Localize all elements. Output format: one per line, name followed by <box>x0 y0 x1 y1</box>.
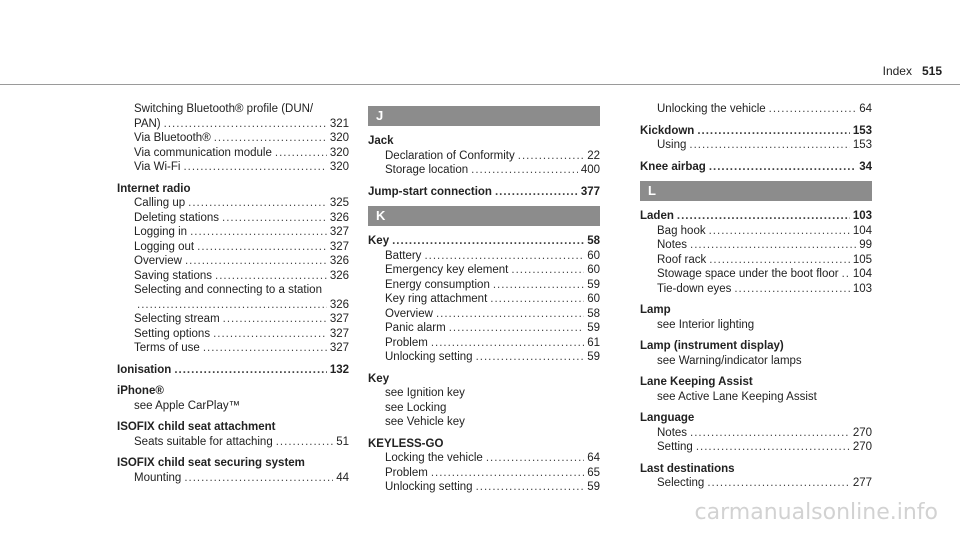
subentry-label: Key ring attachment <box>385 293 488 305</box>
index-column-3 <box>640 102 872 498</box>
subentry-label: Overview <box>385 307 433 320</box>
heading-label: Key <box>368 372 390 385</box>
index-entry <box>640 411 872 455</box>
dot-leader <box>185 254 327 269</box>
page-ref: 326 <box>329 298 349 311</box>
page-ref: 60 <box>587 264 600 276</box>
index-heading <box>117 384 349 399</box>
index-heading <box>640 375 872 390</box>
reference-text: Switching Bluetooth® profile (DUN/ <box>134 103 314 115</box>
page-ref: 326 <box>329 255 349 267</box>
page-ref: 270 <box>852 426 872 439</box>
index-heading <box>117 182 349 197</box>
section-letter: J <box>368 106 600 126</box>
heading-label: Key <box>368 235 390 247</box>
index-subentry <box>640 267 872 282</box>
subentry-label: Logging in <box>134 226 188 238</box>
index-subentry <box>640 238 872 253</box>
dot-leader <box>449 321 584 336</box>
subentry-label: Using <box>657 139 687 151</box>
index-subentry <box>640 426 872 441</box>
dot-leader <box>677 209 850 224</box>
page-ref: 58 <box>587 307 600 320</box>
page-ref: 277 <box>852 477 872 489</box>
page-ref: 327 <box>329 342 349 354</box>
dot-leader <box>696 440 850 455</box>
index-subentry <box>640 253 872 268</box>
dot-leader <box>476 350 585 365</box>
index-entry <box>368 372 600 430</box>
page-ref: 59 <box>587 481 600 493</box>
subentry-label: Setting options <box>134 327 211 340</box>
index-heading <box>368 234 600 249</box>
section-letter: K <box>368 206 600 226</box>
dot-leader <box>511 263 584 278</box>
dot-leader <box>518 149 584 164</box>
index-heading <box>117 363 349 378</box>
subentry-label: Problem <box>385 336 428 349</box>
index-heading <box>640 411 872 426</box>
dot-leader <box>190 225 327 240</box>
heading-label: KEYLESS-GO <box>368 437 444 450</box>
see-reference <box>640 354 872 369</box>
reference-text: Selecting and connecting to a station <box>134 284 322 296</box>
dot-leader <box>476 480 585 495</box>
index-subentry <box>117 131 349 146</box>
see-reference <box>640 318 872 333</box>
index-subentry <box>368 480 600 495</box>
index-entry <box>117 363 349 378</box>
see-reference <box>117 102 349 117</box>
subentry-label: Tie-down eyes <box>657 282 732 295</box>
heading-label: ISOFIX child seat securing system <box>117 457 305 469</box>
index-heading <box>640 339 872 354</box>
page-ref: 327 <box>329 240 349 253</box>
subentry-label: Deleting stations <box>134 211 220 224</box>
index-heading <box>640 303 872 318</box>
dot-leader <box>184 471 333 486</box>
subentry-label: Via Bluetooth® <box>134 132 211 144</box>
subentry-label: Terms of use <box>134 342 200 354</box>
page-ref: 270 <box>852 441 872 453</box>
index-heading <box>117 420 349 435</box>
page-ref: 64 <box>587 452 600 464</box>
see-reference <box>640 390 872 405</box>
dot-leader <box>137 298 327 313</box>
page-ref: 44 <box>336 471 349 484</box>
index-subentry <box>368 163 600 178</box>
page-ref: 104 <box>852 268 872 280</box>
index-heading <box>640 209 872 224</box>
page-ref: 327 <box>329 327 349 340</box>
index-entry <box>640 209 872 296</box>
dot-leader <box>222 211 327 226</box>
reference-text: see Warning/indicator lamps <box>657 354 802 367</box>
index-entry <box>368 134 600 178</box>
page-ref: 400 <box>580 164 600 176</box>
index-entry <box>640 339 872 368</box>
page-ref: 327 <box>329 313 349 325</box>
page-ref: 325 <box>329 197 349 209</box>
index-subentry <box>117 327 349 342</box>
index-subentry <box>368 451 600 466</box>
dot-leader <box>689 138 849 153</box>
subentry-label: Energy consumption <box>385 278 490 291</box>
heading-label: Kickdown <box>640 124 695 137</box>
dot-leader <box>690 238 856 253</box>
index-heading <box>368 372 600 387</box>
page-ref: 65 <box>587 466 600 479</box>
index-subentry <box>117 240 349 255</box>
subentry-label: Storage location <box>385 164 469 176</box>
page-ref: 153 <box>852 139 872 151</box>
header-divider <box>0 84 960 85</box>
dot-leader <box>275 146 327 161</box>
index-subentry <box>117 160 349 175</box>
page-ref: 51 <box>336 435 349 448</box>
dot-leader <box>734 282 849 297</box>
reference-text: see Active Lane Keeping Assist <box>657 390 817 403</box>
page-ref: 105 <box>852 253 872 266</box>
page-ref: 59 <box>587 322 600 334</box>
heading-label: Lane Keeping Assist <box>640 376 753 388</box>
index-subentry <box>368 263 600 278</box>
heading-label: ISOFIX child seat attachment <box>117 421 276 433</box>
dot-leader <box>769 102 857 117</box>
index-entry <box>117 420 349 449</box>
heading-label: Laden <box>640 210 674 222</box>
page-ref: 320 <box>329 161 349 173</box>
subentry-label: Selecting <box>657 477 705 489</box>
index-heading <box>640 160 872 175</box>
heading-label: Jack <box>368 135 394 147</box>
index-entry <box>117 182 349 356</box>
page-ref: 61 <box>587 336 600 349</box>
index-subentry <box>368 278 600 293</box>
page-ref: 321 <box>329 117 349 130</box>
dot-leader <box>709 224 850 239</box>
index-column-2 <box>368 102 600 502</box>
index-subentry <box>640 138 872 153</box>
index-entry <box>640 375 872 404</box>
index-entry <box>640 462 872 491</box>
subentry-label: Unlocking the vehicle <box>657 103 766 115</box>
subentry-label: PAN) <box>134 117 161 130</box>
index-entry <box>368 234 600 365</box>
index-entry <box>117 384 349 413</box>
index-subentry <box>640 282 872 297</box>
dot-leader <box>493 278 584 293</box>
section-letter: L <box>640 181 872 201</box>
subentry-label: Selecting stream <box>134 313 220 325</box>
see-reference <box>117 283 349 298</box>
index-subentry <box>117 211 349 226</box>
dot-leader <box>842 267 850 282</box>
index-subentry <box>117 435 349 450</box>
index-heading <box>117 456 349 471</box>
dot-leader <box>424 249 584 264</box>
index-subentry <box>368 321 600 336</box>
dot-leader <box>214 131 327 146</box>
page-ref: 59 <box>587 351 600 363</box>
page-ref: 103 <box>852 282 872 295</box>
subentry-label: Saving stations <box>134 269 212 282</box>
page-number: 515 <box>921 64 942 78</box>
dot-leader <box>431 336 584 351</box>
dot-leader <box>215 269 327 284</box>
index-subentry <box>368 292 600 307</box>
page-ref: 377 <box>580 185 600 198</box>
subentry-label: Stowage space under the boot floor <box>657 268 839 280</box>
dot-leader <box>431 466 584 481</box>
index-heading <box>368 185 600 200</box>
page-ref: 60 <box>587 293 600 305</box>
subentry-label: Panic alarm <box>385 322 446 334</box>
subentry-label: Via communication module <box>134 146 272 159</box>
subentry-label: Locking the vehicle <box>385 452 483 464</box>
page-ref: 103 <box>852 210 872 222</box>
heading-label: Last destinations <box>640 462 735 475</box>
see-reference <box>368 415 600 430</box>
page-ref: 58 <box>587 235 600 247</box>
index-subentry <box>368 149 600 164</box>
page-ref: 99 <box>859 239 872 251</box>
index-heading <box>368 134 600 149</box>
index-subentry <box>368 307 600 322</box>
heading-label: Internet radio <box>117 182 191 195</box>
heading-label: Lamp (instrument display) <box>640 340 784 352</box>
subentry-label: Problem <box>385 466 428 479</box>
see-reference <box>368 386 600 401</box>
index-subentry <box>117 146 349 161</box>
index-subentry <box>117 471 349 486</box>
index-entry <box>640 160 872 175</box>
subentry-label: Overview <box>134 255 182 267</box>
index-subentry <box>640 440 872 455</box>
subentry-label: Emergency key element <box>385 264 509 276</box>
index-subentry <box>640 102 872 117</box>
index-entry <box>368 185 600 200</box>
heading-label: Lamp <box>640 304 671 316</box>
index-column-1 <box>117 102 349 492</box>
see-reference <box>368 401 600 416</box>
index-subentry <box>117 269 349 284</box>
subentry-label: Unlocking setting <box>385 481 473 493</box>
index-subentry <box>117 196 349 211</box>
subentry-label: Notes <box>657 426 688 439</box>
page-ref: 326 <box>329 269 349 282</box>
index-subentry <box>117 225 349 240</box>
subentry-label: Calling up <box>134 197 186 209</box>
subentry-label: Mounting <box>134 471 182 484</box>
dot-leader <box>188 196 327 211</box>
index-subentry <box>368 466 600 481</box>
index-subentry <box>640 476 872 491</box>
index-subentry <box>640 224 872 239</box>
heading-label: Jump-start connection <box>368 185 492 198</box>
reference-text: see Interior lighting <box>657 318 755 331</box>
page-header <box>883 64 942 78</box>
reference-text: see Apple CarPlay™ <box>134 399 241 412</box>
page-ref: 64 <box>859 103 872 115</box>
dot-leader <box>223 312 327 327</box>
watermark: carmanualsonline.info <box>694 500 938 525</box>
index-subentry <box>117 117 349 132</box>
page-ref: 320 <box>329 146 349 159</box>
page-ref: 132 <box>329 363 349 376</box>
see-reference <box>117 399 349 414</box>
index-entry <box>640 124 872 153</box>
subentry-label: Bag hook <box>657 224 706 237</box>
heading-label: Ionisation <box>117 363 172 376</box>
heading-label: iPhone® <box>117 385 164 397</box>
page-ref: 327 <box>329 226 349 238</box>
index-heading <box>640 124 872 139</box>
dot-leader <box>495 185 578 200</box>
dot-leader <box>709 160 856 175</box>
index-heading <box>368 437 600 452</box>
dot-leader <box>392 234 584 249</box>
subentry-label: Seats suitable for attaching <box>134 435 273 448</box>
page-ref: 153 <box>852 124 872 137</box>
reference-text: see Locking <box>385 401 447 414</box>
index-subentry <box>117 341 349 356</box>
index-subentry <box>117 254 349 269</box>
dot-leader <box>697 124 850 139</box>
index-entry <box>640 102 872 117</box>
index-subentry <box>117 298 349 313</box>
index-entry <box>368 437 600 495</box>
page-ref: 34 <box>859 160 872 173</box>
page-ref: 326 <box>329 211 349 224</box>
subentry-label: Declaration of Conformity <box>385 149 515 162</box>
index-heading <box>640 462 872 477</box>
dot-leader <box>164 117 327 132</box>
dot-leader <box>203 341 327 356</box>
subentry-label: Unlocking setting <box>385 351 473 363</box>
subentry-label: Setting <box>657 441 693 453</box>
index-subentry <box>368 336 600 351</box>
page-ref: 22 <box>587 149 600 162</box>
reference-text: see Vehicle key <box>385 416 465 428</box>
dot-leader <box>276 435 333 450</box>
index-entry <box>640 303 872 332</box>
dot-leader <box>183 160 326 175</box>
dot-leader <box>471 163 578 178</box>
subentry-label: Via Wi-Fi <box>134 161 181 173</box>
heading-label: Language <box>640 412 695 424</box>
dot-leader <box>690 426 850 441</box>
subentry-label: Notes <box>657 239 688 251</box>
dot-leader <box>490 292 584 307</box>
dot-leader <box>707 476 850 491</box>
index-entry <box>117 102 349 175</box>
page-ref: 60 <box>587 249 600 262</box>
dot-leader <box>436 307 584 322</box>
heading-label: Knee airbag <box>640 160 706 173</box>
page-ref: 104 <box>852 224 872 237</box>
dot-leader <box>174 363 327 378</box>
header-title: Index <box>882 64 912 78</box>
subentry-label: Roof rack <box>657 253 707 266</box>
subentry-label: Logging out <box>134 240 195 253</box>
index-entry <box>117 456 349 485</box>
dot-leader <box>709 253 850 268</box>
index-subentry <box>368 350 600 365</box>
page-ref: 59 <box>587 278 600 291</box>
subentry-label: Battery <box>385 249 422 262</box>
index-subentry <box>117 312 349 327</box>
reference-text: see Ignition key <box>385 387 465 399</box>
dot-leader <box>213 327 327 342</box>
dot-leader <box>486 451 584 466</box>
page-ref: 320 <box>329 132 349 144</box>
dot-leader <box>197 240 327 255</box>
index-subentry <box>368 249 600 264</box>
